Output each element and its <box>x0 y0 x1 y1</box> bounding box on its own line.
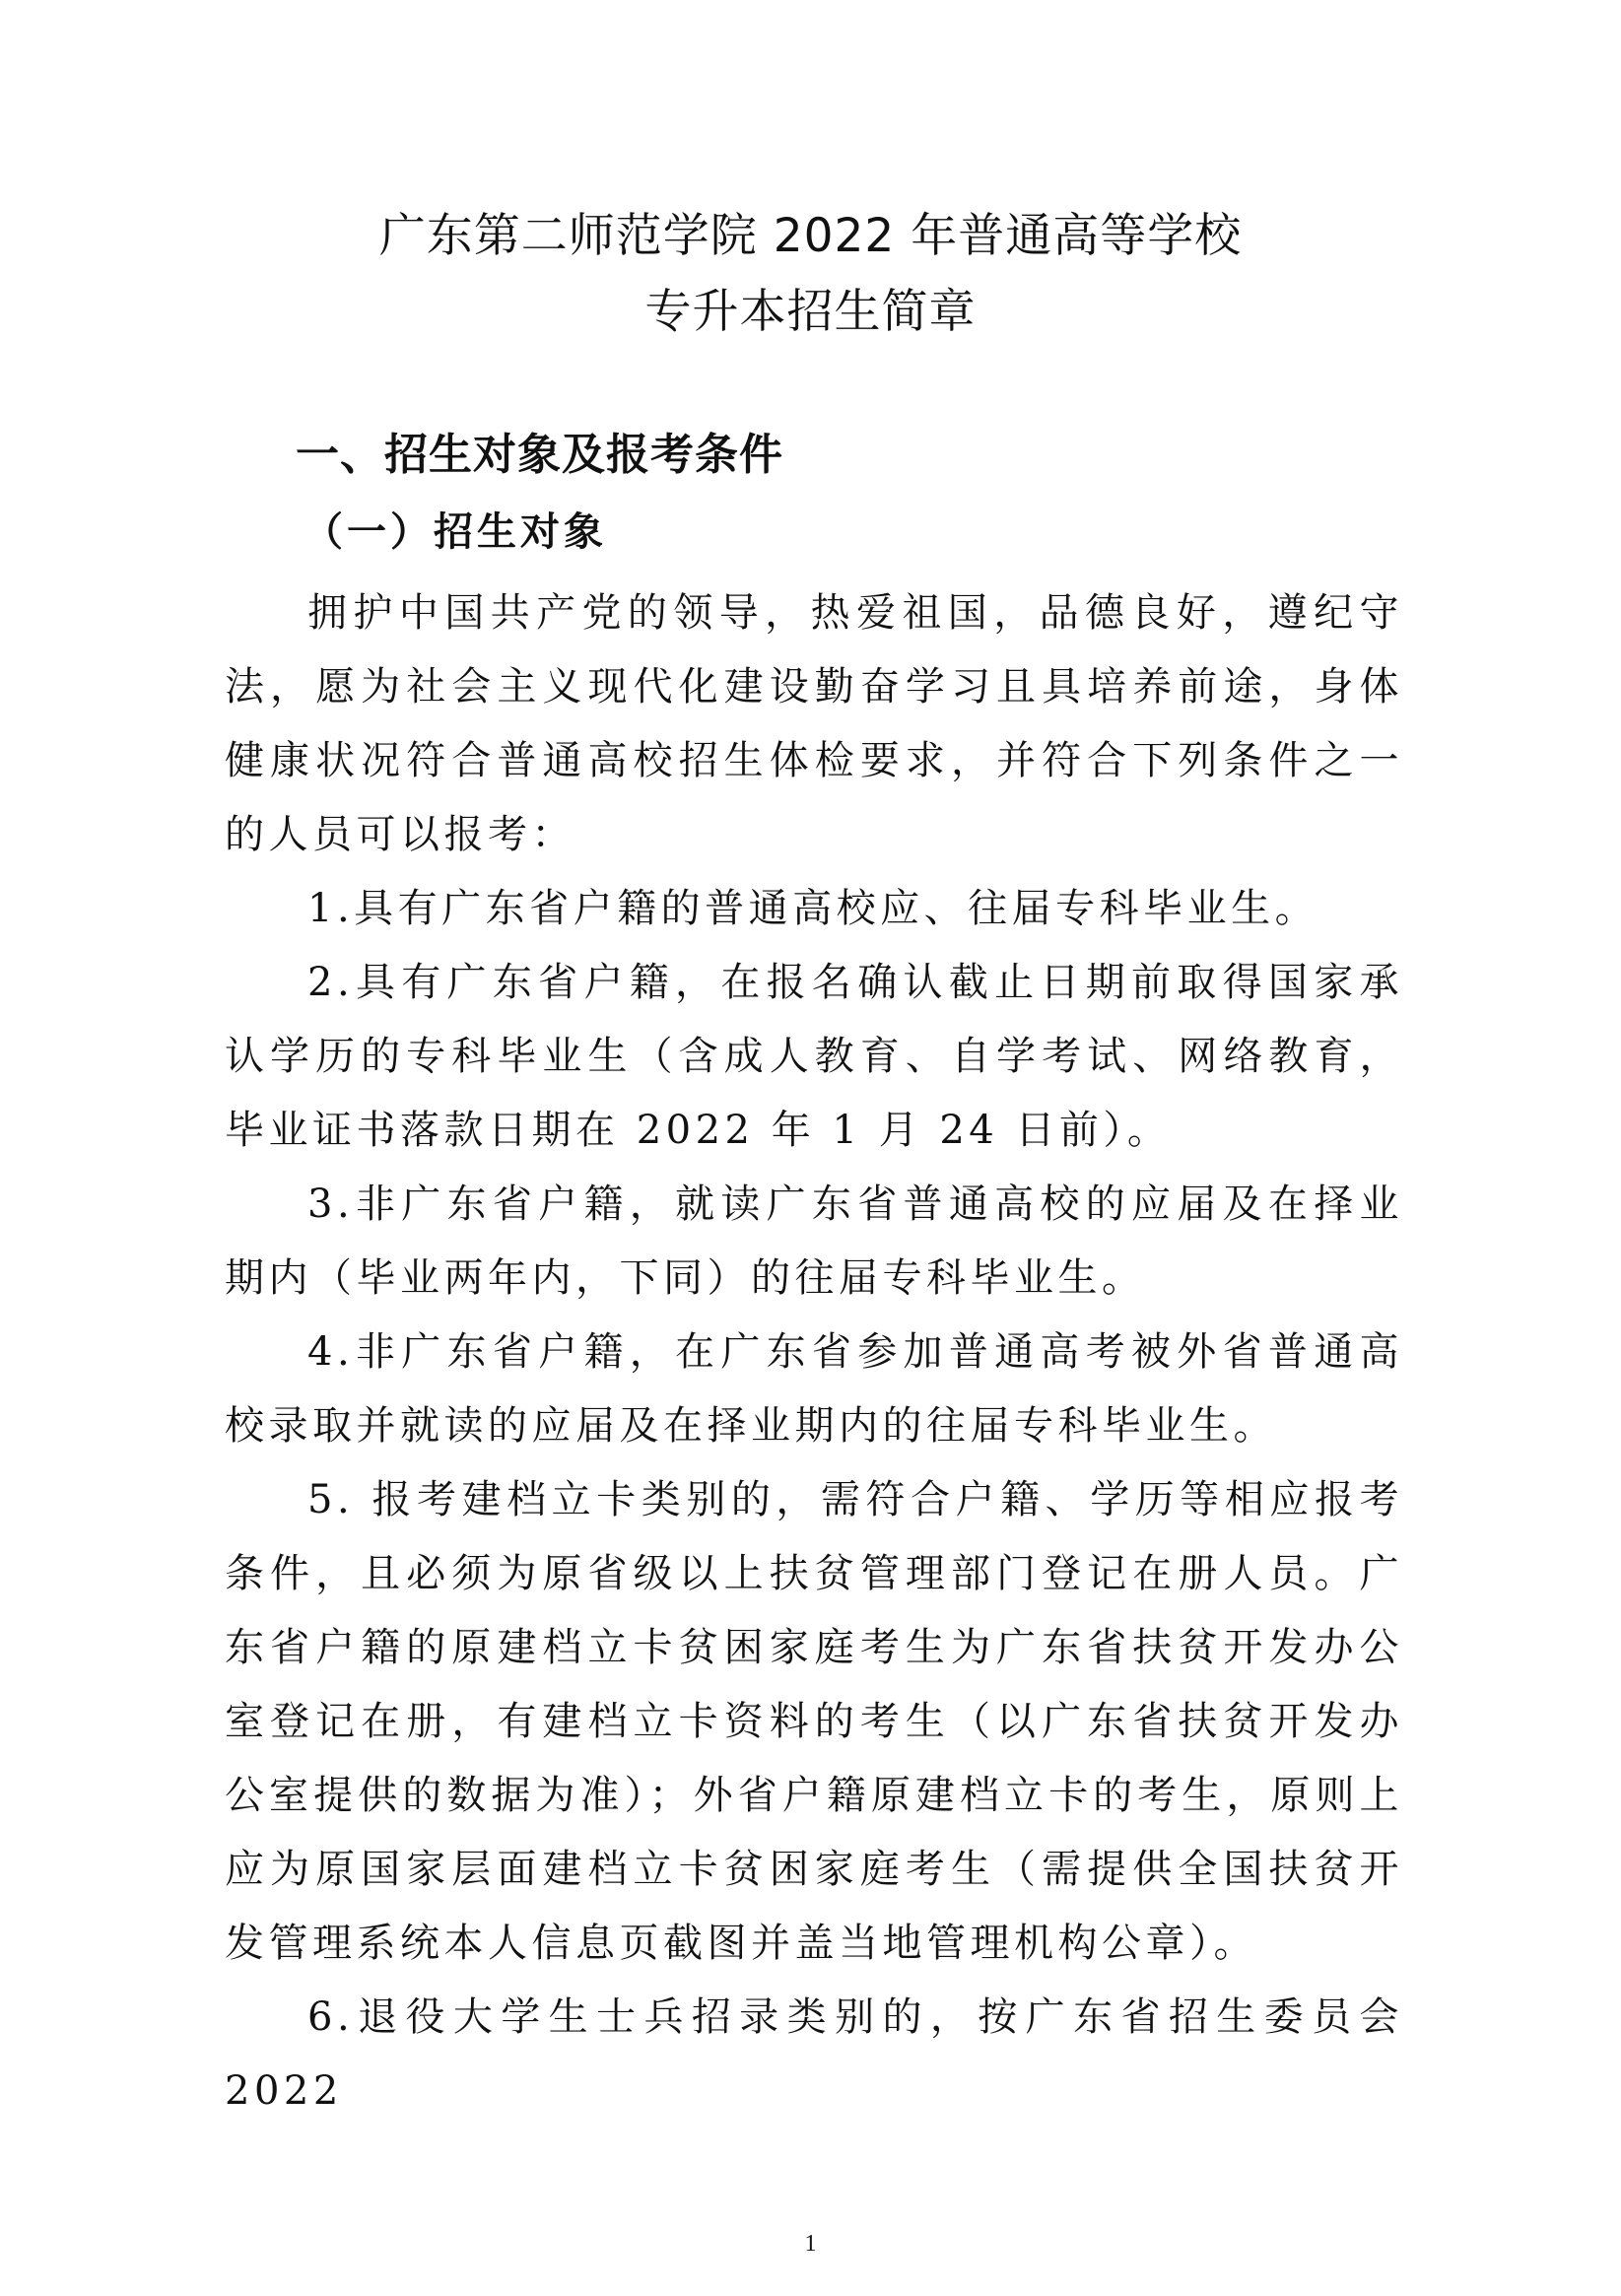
section-heading: 一、招生对象及报考条件 <box>296 430 783 480</box>
paragraph-item-3: 3.非广东省户籍，就读广东省普通高校的应届及在择业期内（毕业两年内，下同）的往届专科毕业生。 <box>225 1182 1403 1301</box>
document-body <box>225 576 1403 2128</box>
paragraph-item-5: 5. 报考建档立卡类别的，需符合户籍、学历等相应报考条件，且必须为原省级以上扶贫管理部门登记在册人员。广东省户籍的原建档立卡贫困家庭考生为广东省扶贫开发办公室登记在册，有建档立卡资料的考生（以广东省扶贫开发办公室提供的数据为准）；外省户籍原建档立卡的考生，原则上应为原国家层面建档立卡贫困家庭考生（需提供全国扶贫开发管理系统本人信息页截图并盖当地管理机构公章）。 <box>225 1477 1403 1966</box>
document-title-line2: 专升本招生简章 <box>644 285 977 339</box>
sub-heading: （一）招生对象 <box>304 508 607 555</box>
paragraph-item-4: 4.非广东省户籍，在广东省参加普通高考被外省普通高校录取并就读的应届及在择业期内的往届专科毕业生。 <box>225 1329 1403 1449</box>
page-number: 1 <box>804 2231 817 2257</box>
paragraph-item-1: 1.具有广东省户籍的普通高校应、往届专科毕业生。 <box>307 886 1319 931</box>
paragraph-item-2: 2.具有广东省户籍，在报名确认截止日期前取得国家承认学历的专科毕业生（含成人教育、自学考试、网络教育，毕业证书落款日期在 2022 年 1 月 24 日前）。 <box>225 960 1403 1153</box>
paragraph-intro: 拥护中国共产党的领导，热爱祖国，品德良好，遵纪守法，愿为社会主义现代化建设勤奋学习且具培养前途，身体健康状况符合普通高校招生体检要求，并符合下列条件之一的人员可以报考： <box>225 590 1403 857</box>
document-title-line1: 广东第二师范学院 2022 年普通高等学校 <box>378 209 1243 263</box>
paragraph-item-6: 6.退役大学生士兵招录类别的，按广东省招生委员会 2022 <box>225 1994 1403 2114</box>
